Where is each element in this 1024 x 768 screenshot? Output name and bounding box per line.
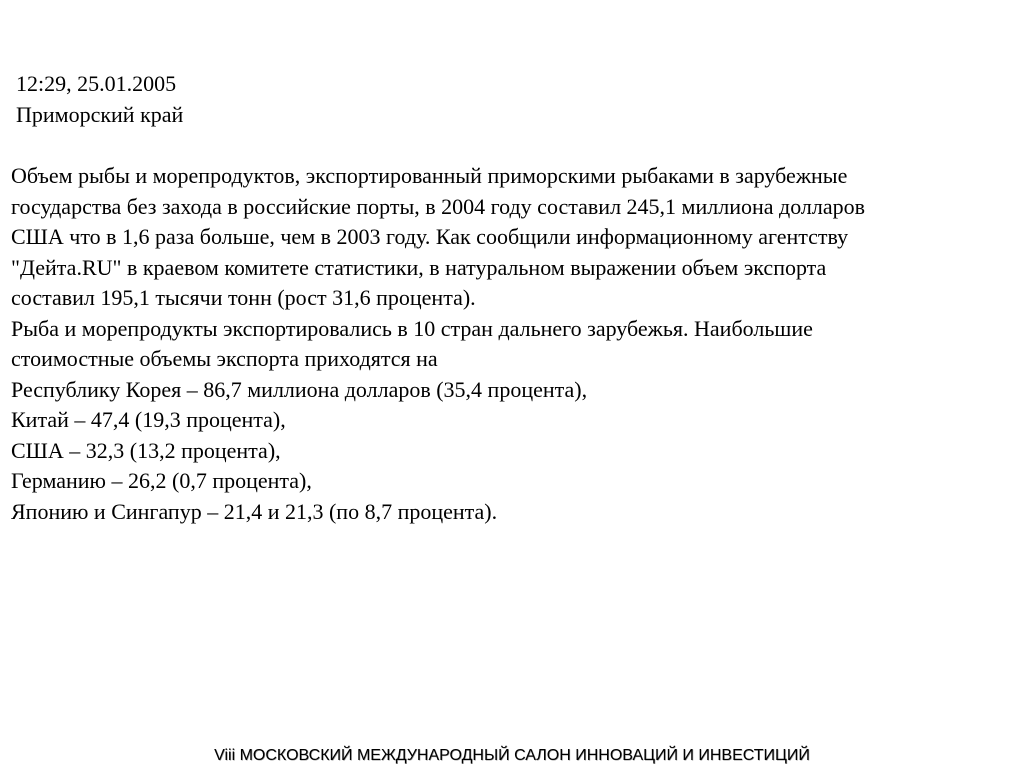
export-item-china: Китай – 47,4 (19,3 процента), (11, 407, 286, 432)
article-line: государства без захода в российские порты, в 2004 году составил 245,1 миллиона долларов (11, 193, 866, 219)
article-line: стоимостные объемы экспорта приходятся на (11, 346, 438, 371)
footer-event-title: Viii МОСКОВСКИЙ МЕЖДУНАРОДНЫЙ САЛОН ИННОВАЦИЙ И ИНВЕСТИЦИЙ (214, 747, 810, 764)
article-line: составил 195,1 тысячи тонн (рост 31,6 процента). (11, 285, 476, 310)
export-item-korea: Республику Корея – 86,7 миллиона долларов (35,4 процента), (11, 376, 588, 402)
article-body (11, 161, 1019, 527)
article-line: Рыба и морепродукты экспортировались в 10 стран дальнего зарубежья. Наибольшие (11, 315, 813, 341)
article-region: Приморский край (16, 102, 184, 127)
export-item-usa: США – 32,3 (13,2 процента), (11, 437, 281, 463)
article-line: Объем рыбы и морепродуктов, экспортированный приморскими рыбаками в зарубежные (11, 163, 848, 188)
article-line: "Дейта.RU" в краевом комитете статистики, в натуральном выражении объем экспорта (11, 254, 827, 280)
article-line: США что в 1,6 раза больше, чем в 2003 году. Как сообщили информационному агентству (11, 224, 849, 249)
article-header (16, 68, 183, 130)
article-datetime: 12:29, 25.01.2005 (16, 71, 177, 96)
export-item-japan-singapore: Японию и Сингапур – 21,4 и 21,3 (по 8,7 процента). (11, 498, 498, 524)
export-item-germany: Германию – 26,2 (0,7 процента), (11, 468, 312, 493)
